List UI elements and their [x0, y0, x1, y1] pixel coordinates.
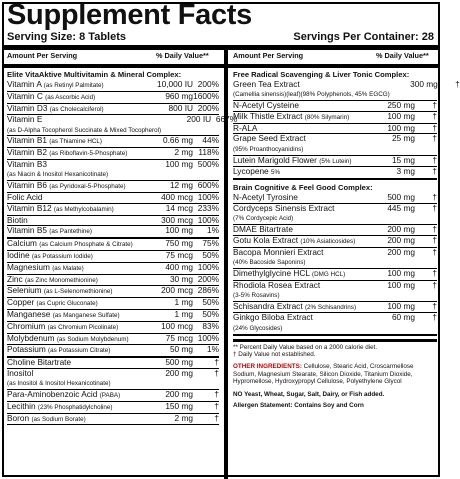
nutrient-name-cell — [7, 181, 126, 191]
multivitamin-rows — [7, 79, 238, 425]
nutrient-daily-value: † — [432, 100, 437, 111]
nutrient-name-cell — [233, 167, 280, 177]
nutrient-daily-value: 50% — [202, 297, 219, 308]
nutrient-name: Vitamin A — [7, 79, 42, 89]
nutrient-name: N-Acetyl Cysteine — [233, 100, 299, 111]
nutrient-amount: 75 mcg — [165, 249, 193, 260]
nutrient-amount: 200 mg — [165, 367, 193, 378]
nutrient-name: DMAE Bitartrate — [233, 224, 293, 235]
nutrient-row — [233, 313, 437, 335]
nutrient-amount: 960 mg — [165, 90, 193, 101]
nutrient-amount: 10,000 IU — [157, 79, 193, 89]
nutrient-daily-value: 286% — [197, 285, 219, 296]
nutrient-name-cell — [7, 226, 92, 236]
nutrient-name-cell — [233, 248, 323, 268]
nutrient-name-cell — [7, 369, 111, 389]
nutrient-source: (as Cholecalciferol) — [49, 105, 104, 113]
nutrient-amount-cell — [143, 160, 219, 169]
nutrient-name-cell — [7, 402, 112, 412]
nutrient-name-cell — [7, 310, 120, 320]
nutrient-source: (2% Schisandrins) — [304, 303, 357, 311]
nutrient-name-cell — [233, 101, 299, 110]
nutrient-amount: 100 mg — [165, 159, 193, 170]
nutrient-amount-cell — [143, 286, 219, 295]
nutrient-daily-value: 100% — [197, 261, 219, 272]
nutrient-source-detail: (Camellia sinensis)(leaf)(98% Polyphenols, 45% EGCG) — [233, 91, 390, 99]
nutrient-name: Copper — [7, 297, 35, 308]
nutrient-name-cell — [7, 322, 118, 332]
header-rule-right — [228, 64, 438, 68]
nutrient-name-cell — [7, 216, 28, 225]
nutrient-source: (as Potassium Iodide) — [31, 252, 93, 260]
nutrient-name: Grape Seed Extract — [233, 133, 306, 144]
nutrient-name-cell — [7, 92, 95, 102]
nutrient-amount: 60 mg — [391, 312, 415, 323]
nutrient-name-cell — [7, 298, 98, 308]
nutrient-source-detail: (24% Glycosides) — [233, 324, 283, 332]
nutrient-amount-cell — [367, 225, 437, 234]
nutrient-daily-value: † — [432, 312, 437, 323]
nutrient-amount-cell — [390, 80, 460, 89]
nutrient-daily-value: 200% — [197, 102, 219, 113]
left-column — [7, 70, 238, 425]
nutrient-row — [233, 248, 437, 269]
other-ingredients — [233, 363, 437, 386]
nutrient-daily-value: † — [214, 367, 219, 378]
nutrient-amount: 100 mg — [165, 225, 193, 236]
nutrient-daily-value: 500% — [197, 159, 219, 170]
right-column — [233, 70, 460, 409]
nutrient-amount-cell — [143, 251, 219, 260]
nutrient-source: (as Chromium Picolinate) — [47, 323, 119, 331]
nutrient-name: Lutein Marigold Flower — [233, 154, 317, 165]
nutrient-amount: 200 IU — [186, 114, 212, 125]
nutrient-name: Milk Thistle Extract — [233, 110, 303, 121]
nutrient-amount: 2 mg — [174, 147, 193, 158]
nutrient-name: Para-Aminobenzoic Acid — [7, 389, 98, 400]
nutrient-name-cell — [7, 204, 114, 214]
nutrient-name: Magnesium — [7, 261, 50, 272]
nutrient-amount-cell — [143, 358, 219, 367]
nutrient-amount: 400 mg — [165, 261, 193, 272]
dv-footnote: ** Percent Daily Value based on a 2000 calorie diet. — [233, 343, 378, 351]
nutrient-daily-value: † — [432, 202, 437, 213]
nutrient-name-cell — [7, 193, 43, 202]
nutrient-amount-cell — [143, 226, 219, 235]
nutrient-name: Chromium — [7, 320, 46, 331]
nutrient-amount: 15 mg — [391, 154, 415, 165]
nutrient-source-detail: (7% Cordycepic Acid) — [233, 215, 294, 223]
nutrient-amount: 750 mg — [165, 238, 193, 249]
nutrient-amount-cell — [143, 310, 219, 319]
nutrient-amount: 30 mg — [169, 273, 193, 284]
panel-title: Supplement Facts — [7, 0, 252, 31]
nutrient-amount-cell — [367, 302, 437, 311]
nutrient-name: Vitamin B3 — [7, 159, 47, 170]
nutrient-source: (10% Asiaticosides) — [300, 237, 356, 245]
nutrient-amount-cell — [143, 345, 219, 354]
free-radical-section-title: Free Radical Scavenging & Liver Tonic Complex: — [233, 70, 410, 79]
nutrient-name: Vitamin B6 — [7, 180, 47, 191]
column-divider — [224, 45, 228, 479]
nutrient-row — [7, 160, 219, 181]
nutrient-amount: 1 mg — [174, 297, 193, 308]
nutrient-name-cell — [233, 204, 334, 224]
nutrient-amount: 100 mg — [387, 267, 415, 278]
nutrient-source: (as Potassium Citrate) — [48, 347, 111, 355]
nutrient-source: (PABA) — [99, 392, 121, 400]
nutrient-amount: 200 mg — [165, 389, 193, 400]
nutrient-name-cell — [7, 115, 161, 135]
amount-header-left: Amount Per Serving — [7, 51, 78, 60]
nutrient-name: R-ALA — [233, 122, 258, 133]
nutrient-daily-value: † — [214, 389, 219, 400]
nutrient-daily-value: 100% — [197, 191, 219, 202]
free-from-statement: NO Yeast, Wheat, Sugar, Salt, Dairy, or Fish added. — [233, 390, 385, 398]
nutrient-name: Green Tea Extract — [233, 79, 300, 89]
nutrient-daily-value: 667% — [215, 114, 238, 125]
brain-rows — [233, 193, 437, 335]
nutrient-daily-value: † — [432, 267, 437, 278]
nutrient-daily-value: † — [432, 246, 437, 257]
nutrient-amount-cell — [367, 248, 437, 257]
nutrient-amount: 50 mg — [169, 344, 193, 355]
nutrient-amount-cell — [367, 236, 437, 245]
nutrient-source: (as Pantethine) — [49, 228, 93, 236]
nutrient-row — [7, 204, 219, 216]
nutrient-source: (as Riboflavin-5-Phosphate) — [49, 150, 128, 158]
nutrient-amount: 300 mg — [410, 79, 438, 89]
nutrient-daily-value: † — [214, 400, 219, 411]
nutrient-amount-cell — [367, 124, 437, 133]
nutrient-amount: 445 mg — [387, 202, 415, 213]
nutrient-name-cell — [7, 239, 133, 249]
nutrient-row — [233, 112, 437, 124]
nutrient-name: Bacopa Monnieri Extract — [233, 246, 324, 257]
nutrient-amount: 25 mg — [391, 133, 415, 144]
nutrient-amount: 200 mg — [387, 224, 415, 235]
nutrient-amount-cell — [367, 112, 437, 121]
nutrient-amount: 300 mcg — [161, 214, 193, 225]
nutrient-name: Dimethylglycine HCL — [233, 267, 310, 278]
nutrient-row — [7, 414, 219, 426]
nutrient-amount: 2 mg — [174, 412, 193, 423]
nutrient-name-cell — [233, 134, 306, 154]
nutrient-amount: 250 mg — [387, 100, 415, 111]
nutrient-source: (as L-Selenomethionine) — [43, 288, 113, 296]
nutrient-amount: 400 mcg — [161, 191, 193, 202]
nutrient-amount: 200 mg — [387, 234, 415, 245]
nutrient-daily-value: 233% — [197, 202, 219, 213]
nutrient-amount-cell — [143, 216, 219, 225]
nutrient-amount-cell — [143, 80, 219, 89]
nutrient-row — [7, 114, 238, 136]
nutrient-row — [7, 402, 219, 414]
nutrient-amount: 200 mcg — [161, 285, 193, 296]
nutrient-name: Potassium — [7, 344, 46, 355]
nutrient-daily-value: † — [432, 224, 437, 235]
nutrient-source-detail: (3-5% Rosavins) — [233, 291, 280, 299]
nutrient-amount: 12 mg — [169, 180, 193, 191]
nutrient-name-cell — [233, 112, 349, 122]
nutrient-name-cell — [7, 136, 102, 146]
nutrient-source: (as Retinyl Palmitate) — [43, 82, 104, 89]
nutrient-name-cell — [7, 148, 127, 158]
nutrient-daily-value: † — [432, 154, 437, 165]
nutrient-daily-value: † — [432, 122, 437, 133]
nutrient-name: Vitamin B12 — [7, 202, 52, 213]
nutrient-source-detail: (40% Bacoside Saponins) — [233, 258, 306, 266]
nutrient-amount-cell — [143, 239, 219, 248]
nutrient-row — [7, 369, 219, 390]
nutrient-daily-value: 83% — [202, 320, 219, 331]
nutrient-amount-cell — [143, 181, 219, 190]
nutrient-source: (as Ascorbic Acid) — [45, 93, 96, 101]
nutrient-daily-value: † — [432, 234, 437, 245]
nutrient-daily-value: † — [432, 166, 437, 177]
nutrient-daily-value: 1600% — [193, 90, 219, 101]
nutrient-amount-cell — [143, 275, 219, 284]
nutrient-daily-value: † — [455, 79, 460, 89]
nutrient-name: Vitamin C — [7, 90, 43, 101]
nutrient-name: Manganese — [7, 308, 51, 319]
nutrient-source: (as Sodium Molybdenum) — [56, 335, 129, 343]
nutrient-source: (80% Silymarin) — [304, 113, 350, 121]
nutrient-amount-cell — [143, 322, 219, 331]
nutrient-daily-value: 50% — [202, 308, 219, 319]
nutrient-name-cell — [233, 80, 390, 100]
nutrient-amount-cell — [161, 115, 237, 124]
nutrient-name-cell — [233, 193, 298, 202]
nutrient-amount-cell — [367, 204, 437, 213]
nutrient-daily-value: 100% — [197, 332, 219, 343]
nutrient-name: Selenium — [7, 285, 42, 296]
nutrient-name: Vitamin B1 — [7, 135, 47, 146]
nutrient-daily-value: 44% — [202, 135, 219, 146]
nutrient-name-cell — [7, 275, 98, 285]
nutrient-name: Biotin — [7, 214, 28, 225]
nutrient-name: Inositol — [7, 367, 34, 378]
nutrient-amount-cell — [143, 104, 219, 113]
allergen-statement: Allergen Statement: Contains Soy and Corn — [233, 401, 364, 409]
nutrient-source: (as Thiamine HCL) — [49, 138, 103, 146]
nutrient-name-cell — [233, 281, 320, 301]
nutrient-daily-value: † — [432, 110, 437, 121]
dv-header-right: % Daily Value** — [376, 51, 429, 60]
nutrient-name: Lycopene — [233, 166, 269, 177]
nutrient-name: Iodine — [7, 249, 30, 260]
nutrient-daily-value: † — [432, 279, 437, 290]
nutrient-amount: 0.66 mg — [163, 135, 193, 146]
nutrient-name: Schisandra Extract — [233, 300, 303, 311]
nutrient-daily-value: 118% — [198, 147, 219, 158]
nutrient-name: Boron — [7, 412, 30, 423]
other-ingredients-text: Cellulose, Stearic Acid, Croscarmellose Sodium, Magnesium Stearate, Silicon Dioxide, Titanium Dioxide, Hypromellose, Hydroxypropyl Cellulose, Polyethylene Glycol — [233, 363, 414, 386]
nutrient-name: Choline Bitartrate — [7, 357, 72, 368]
nutrient-daily-value: † — [214, 357, 219, 368]
nutrient-amount-cell — [143, 136, 219, 145]
other-ingredients-label: OTHER INGREDIENTS: — [233, 363, 302, 371]
nutrient-daily-value: 75% — [202, 238, 219, 249]
nutrient-source: (as Cupric Gluconate) — [36, 300, 98, 308]
nutrient-source: (23% Phosphatidylcholine) — [37, 403, 113, 411]
nutrient-name-cell — [7, 80, 104, 90]
nutrient-amount-cell — [367, 313, 437, 322]
nutrient-source-detail: (as Niacin & Inositol Hexanicotinate) — [7, 171, 109, 179]
nutrient-daily-value: 1% — [207, 344, 219, 355]
nutrient-name-cell — [7, 358, 71, 367]
nutrient-amount: 100 mg — [387, 110, 415, 121]
nutrient-source: (as Malate) — [52, 264, 84, 272]
dagger-footnote: † Daily Value not established. — [233, 350, 316, 358]
nutrient-amount-cell — [367, 134, 437, 143]
nutrient-source: (DMG HCL) — [312, 270, 346, 278]
nutrient-name: Folic Acid — [7, 191, 43, 202]
nutrient-amount: 75 mcg — [165, 332, 193, 343]
nutrient-amount: 150 mg — [165, 400, 193, 411]
nutrient-source: (as Pyridoxal-5-Phosphate) — [49, 183, 126, 191]
nutrient-amount: 100 mg — [387, 300, 415, 311]
nutrient-amount-cell — [143, 298, 219, 307]
nutrient-name: Lecithin — [7, 400, 36, 411]
nutrient-name: Calcium — [7, 238, 37, 249]
nutrient-amount-cell — [367, 193, 437, 202]
nutrient-row — [233, 204, 437, 225]
nutrient-name: Cordyceps Sinensis Extract — [233, 202, 335, 213]
nutrient-source: (as Manganese Sulfate) — [52, 311, 120, 319]
nutrient-amount-cell — [143, 390, 219, 399]
nutrient-name-cell — [233, 225, 293, 234]
nutrient-name: N-Acetyl Tyrosine — [233, 192, 298, 203]
nutrient-source: (as Methylcobalamin) — [53, 205, 114, 213]
nutrient-name: Vitamin D3 — [7, 102, 48, 113]
nutrient-source-detail: (as Inositol & Inositol Hexanicotinate) — [7, 380, 111, 388]
nutrient-amount: 800 IU — [168, 102, 193, 113]
nutrient-name: Gotu Kola Extract — [233, 234, 299, 245]
nutrient-amount: 3 mg — [396, 166, 415, 177]
nutrient-source: (as Sodium Borate) — [31, 415, 86, 423]
header-rule-left — [4, 64, 224, 68]
nutrient-daily-value: † — [214, 412, 219, 423]
nutrient-daily-value: 1% — [207, 225, 219, 236]
nutrient-daily-value: 600% — [197, 180, 219, 191]
nutrient-amount: 100 mg — [387, 279, 415, 290]
nutrient-amount-cell — [143, 369, 219, 378]
nutrient-amount-cell — [143, 414, 219, 423]
footnotes — [233, 339, 437, 359]
nutrient-name-cell — [7, 286, 113, 296]
nutrient-name: Rhodiola Rosea Extract — [233, 279, 321, 290]
nutrient-name-cell — [233, 313, 313, 333]
nutrient-name-cell — [233, 124, 257, 133]
nutrient-daily-value: † — [432, 192, 437, 203]
nutrient-daily-value: 100% — [197, 214, 219, 225]
nutrient-name: Zinc — [7, 273, 23, 284]
nutrient-source-detail: (as D-Alpha Tocopherol Succinate & Mixed Tocopherol) — [7, 126, 162, 134]
nutrient-name-cell — [7, 414, 86, 424]
nutrient-amount-cell — [367, 269, 437, 278]
nutrient-amount-cell — [367, 156, 437, 165]
amount-header-right: Amount Per Serving — [233, 51, 304, 60]
nutrient-row — [233, 134, 437, 155]
free-radical-rows — [233, 79, 460, 180]
nutrient-amount-cell — [143, 402, 219, 411]
nutrient-name: Vitamin B2 — [7, 147, 47, 158]
brain-section-title: Brain Cognitive & Feel Good Complex: — [233, 183, 373, 193]
nutrient-daily-value: † — [432, 133, 437, 144]
nutrient-source: 5% — [271, 169, 281, 177]
nutrient-amount: 500 mg — [387, 192, 415, 203]
nutrient-name-cell — [7, 263, 84, 273]
nutrient-amount-cell — [143, 148, 219, 157]
nutrient-name-cell — [233, 302, 356, 312]
nutrient-source: (as Calcium Phosphate & Citrate) — [39, 241, 133, 249]
multivitamin-section-title: Elite VitaAktive Multivitamin & Mineral Complex: — [7, 70, 182, 79]
nutrient-name: Vitamin B5 — [7, 225, 47, 236]
nutrient-daily-value: 200% — [197, 273, 219, 284]
supplement-facts-panel — [2, 0, 460, 477]
nutrient-amount-cell — [143, 263, 219, 272]
nutrient-amount-cell — [143, 334, 219, 343]
nutrient-name-cell — [7, 160, 108, 180]
nutrient-amount: 500 mg — [165, 357, 193, 368]
nutrient-amount-cell — [143, 92, 219, 101]
nutrient-amount: 200 mg — [387, 246, 415, 257]
nutrient-name-cell — [7, 251, 93, 261]
nutrient-row — [233, 167, 437, 180]
nutrient-daily-value: 200% — [197, 79, 219, 89]
nutrient-name-cell — [7, 345, 110, 355]
serving-size: Serving Size: 8 Tablets — [7, 31, 127, 43]
nutrient-amount-cell — [367, 167, 437, 176]
nutrient-amount-cell — [143, 193, 219, 202]
servings-per-container: Servings Per Container: 28 — [293, 31, 434, 43]
nutrient-name: Vitamin E — [7, 114, 43, 125]
nutrient-amount: 1 mg — [174, 308, 193, 319]
nutrient-name-cell — [7, 390, 120, 400]
nutrient-amount-cell — [367, 101, 437, 110]
nutrient-daily-value: † — [432, 300, 437, 311]
nutrient-amount: 100 mcg — [161, 320, 193, 331]
nutrient-amount: 100 mg — [387, 122, 415, 133]
dv-header-left: % Daily Value** — [156, 51, 209, 60]
nutrient-row — [7, 263, 219, 275]
top-thick-rule — [4, 45, 438, 50]
nutrient-name-cell — [7, 104, 104, 114]
nutrient-amount-cell — [367, 281, 437, 290]
nutrient-name-cell — [7, 334, 129, 344]
nutrient-name: Molybdenum — [7, 332, 55, 343]
nutrient-amount-cell — [143, 204, 219, 213]
nutrient-row — [233, 79, 460, 101]
nutrient-row — [233, 281, 437, 302]
nutrient-name: Ginkgo Biloba Extract — [233, 312, 313, 323]
nutrient-source: (as Zinc Monomethionine) — [25, 276, 98, 284]
nutrient-name-cell — [233, 156, 351, 166]
nutrient-source-detail: (95% Proanthocyanidins) — [233, 145, 304, 153]
nutrient-name-cell — [233, 269, 345, 279]
nutrient-source: (5% Lutein) — [319, 157, 352, 165]
nutrient-daily-value: 50% — [202, 249, 219, 260]
nutrient-amount: 14 mcg — [165, 202, 193, 213]
nutrient-name-cell — [233, 236, 355, 246]
